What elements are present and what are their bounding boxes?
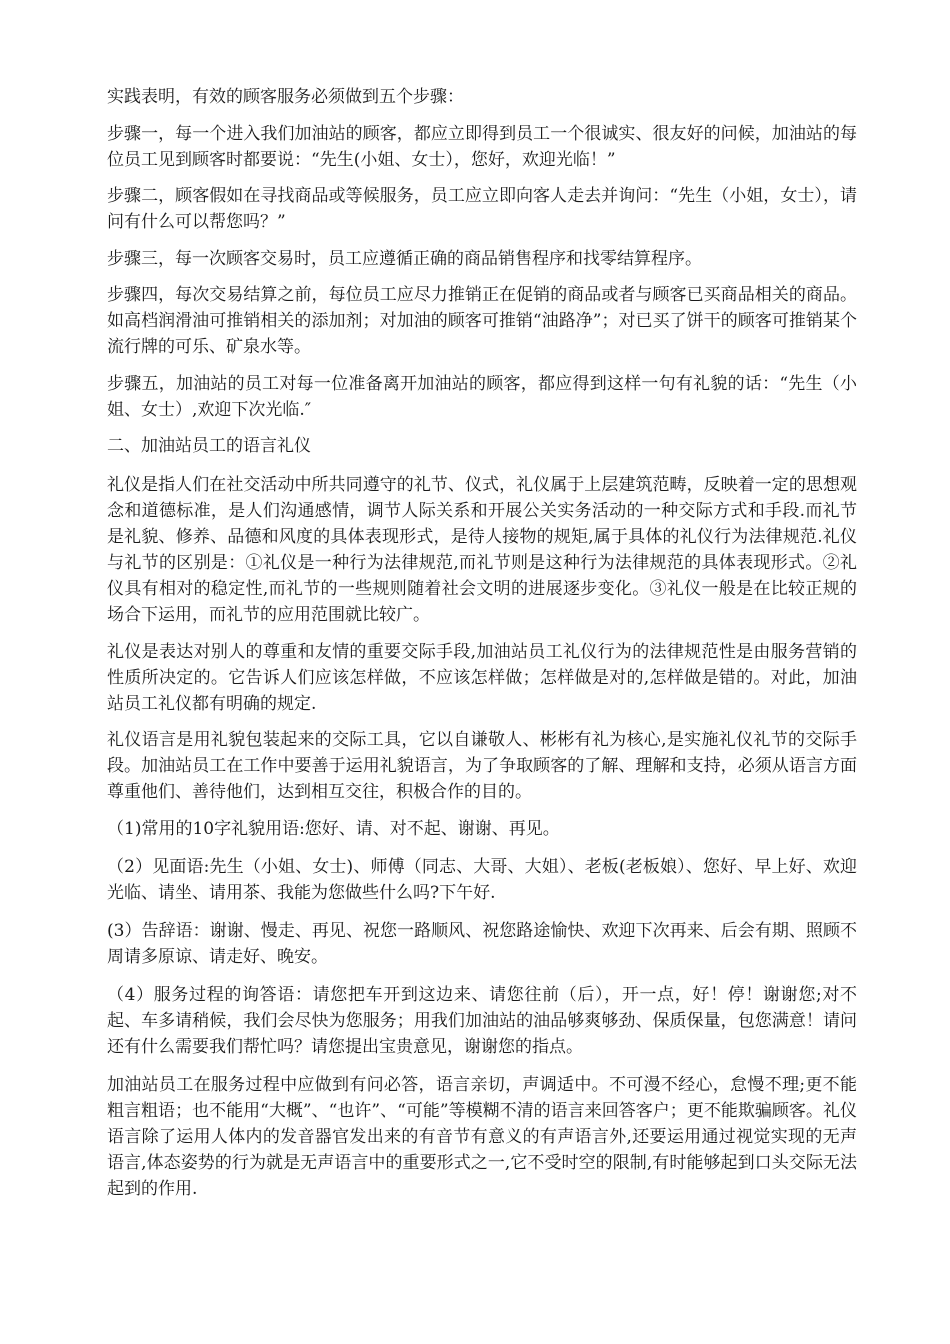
section-heading: 二、加油站员工的语言礼仪 bbox=[107, 436, 311, 456]
paragraph-step-4: 步骤四，每次交易结算之前，每位员工应尽力推销正在促销的商品或者与顾客已买商品相关的商品。如高档润滑油可推销相关的添加剂；对加油的顾客可推销“油路净”；对已买了饼干的顾客可推销某个流行牌的可乐、矿泉水等。 bbox=[107, 285, 857, 357]
paragraph-etiquette-language: 礼仪语言是用礼貌包装起来的交际工具，它以自谦敬人、彬彬有礼为核心,是实施礼仪礼节的交际手段。加油站员工在工作中要善于运用礼貌语言，为了争取顾客的了解、理解和支持，必须从语言方面尊重他们、善待他们，达到相互交往，积极合作的目的。 bbox=[107, 730, 857, 802]
list-item-farewells: (3）告辞语：谢谢、慢走、再见、祝您一路顺风、祝您路途愉快、欢迎下次再来、后会有期、照顾不周请多原谅、请走好、晚安。 bbox=[107, 920, 857, 967]
paragraph-step-3: 步骤三，每一次顾客交易时，员工应遵循正确的商品销售程序和找零结算程序。 bbox=[107, 248, 702, 269]
paragraph-step-2: 步骤二，顾客假如在寻找商品或等候服务，员工应立即向客人走去并询问：“先生（小姐，女士），请问有什么可以帮您吗？” bbox=[107, 186, 857, 232]
list-item-polite-words: （1)常用的10字礼貌用语:您好、请、对不起、谢谢、再见。 bbox=[107, 818, 560, 839]
paragraph-conclusion: 加油站员工在服务过程中应做到有问必答，语言亲切，声调适中。不可漫不经心，怠慢不理;更不能粗言粗语；也不能用“大概”、“也许”、“可能”等模糊不清的语言来回答客户；更不能欺骗顾客。礼仪语言除了运用人体内的发音器官发出来的有音节有意义的有声语言外,还要运用通过视觉实现的无声语言,体态姿势的行为就是无声语言中的重要形式之一,它不受时空的限制,有时能够起到口头交际无法起到的作用. bbox=[107, 1074, 857, 1199]
paragraph-intro: 实践表明，有效的顾客服务必须做到五个步骤： bbox=[107, 87, 464, 107]
paragraph-step-5: 步骤五，加油站的员工对每一位准备离开加油站的顾客，都应得到这样一句有礼貌的话：“先生（小姐、女士）,欢迎下次光临.″ bbox=[107, 373, 857, 420]
document-page bbox=[107, 84, 857, 1212]
list-item-greetings: （2）见面语:先生（小姐、女士)、师傅（同志、大哥、大姐）、老板(老板娘）、您好、早上好、欢迎光临、请坐、请用茶、我能为您做些什么吗?下午好. bbox=[107, 856, 857, 903]
paragraph-etiquette-importance: 礼仪是表达对别人的尊重和友情的重要交际手段,加油站员工礼仪行为的法律规范性是由服务营销的性质所决定的。它告诉人们应该怎样做，不应该怎样做；怎样做是对的,怎样做是错的。对此，加油站员工礼仪都有明确的规定. bbox=[107, 641, 857, 714]
paragraph-etiquette-definition: 礼仪是指人们在社交活动中所共同遵守的礼节、仪式，礼仪属于上层建筑范畴，反映着一定的思想观念和道德标准，是人们沟通感情，调节人际关系和开展公关实务活动的一种交际方式和手段.而礼节是礼貌、修养、品德和风度的具体表现形式，是待人接物的规矩,属于具体的礼仪行为法律规范.礼仪与礼节的区别是：①礼仪是一种行为法律规范,而礼节则是这种行为法律规范的具体表现形式。②礼仪具有相对的稳定性,而礼节的一些规则随着社会文明的进展逐步变化。③礼仪一般是在比较正规的场合下运用，而礼节的应用范围就比较广。 bbox=[107, 475, 857, 625]
list-item-service-phrases: （4）服务过程的询答语：请您把车开到这边来、请您往前（后），开一点，好！停！谢谢您;对不起、车多请稍候，我们会尽快为您服务；用我们加油站的油品够爽够劲、保质保量，包您满意！请问还有什么需要我们帮忙吗？请您提出宝贵意见，谢谢您的指点。 bbox=[107, 984, 857, 1057]
paragraph-step-1: 步骤一，每一个进入我们加油站的顾客，都应立即得到员工一个很诚实、很友好的问候，加油站的每位员工见到顾客时都要说：“先生(小姐、女士），您好，欢迎光临！” bbox=[107, 123, 857, 170]
